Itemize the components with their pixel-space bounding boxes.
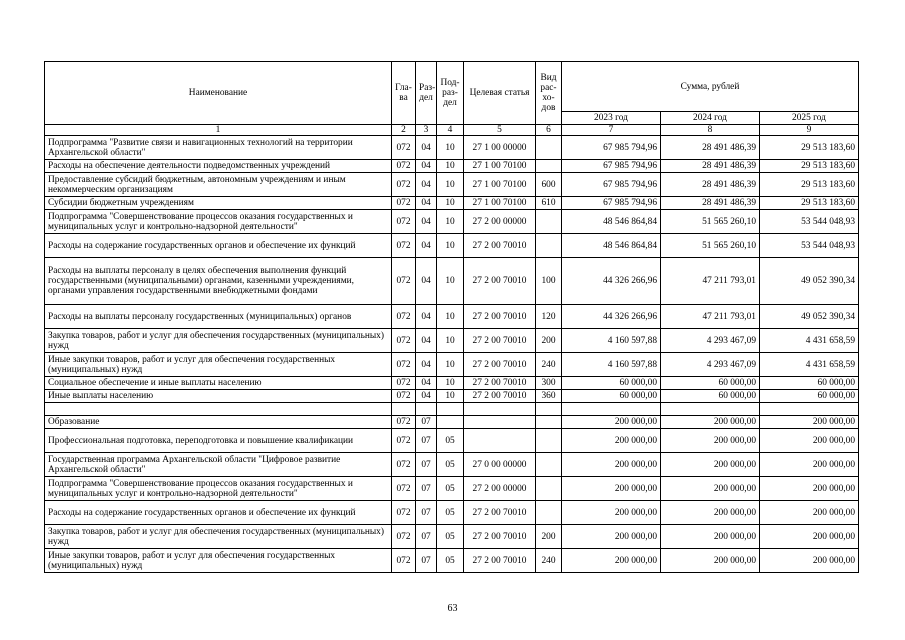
row-name: Образование (45, 416, 392, 429)
row-sum-2025: 29 513 183,60 (760, 173, 859, 197)
row-vid: 200 (536, 525, 562, 549)
row-sum-2023: 60 000,00 (562, 377, 661, 390)
page-number: 63 (447, 603, 458, 614)
row-sum-2025: 29 513 183,60 (760, 160, 859, 173)
row-sum-2024: 28 491 486,39 (661, 197, 760, 210)
row-vid (536, 160, 562, 173)
index-cell: 8 (661, 125, 760, 136)
row-sum-2024: 28 491 486,39 (661, 160, 760, 173)
row-sum-2023: 200 000,00 (562, 453, 661, 477)
row-target: 27 2 00 70010 (464, 525, 536, 549)
row-glava: 072 (392, 197, 416, 210)
header-podrazdel: Под-раз-дел (437, 62, 464, 125)
row-razdel: 07 (416, 429, 437, 453)
row-glava: 072 (392, 525, 416, 549)
index-cell: 5 (464, 125, 536, 136)
table-body (45, 136, 859, 573)
row-sum-2024: 200 000,00 (661, 477, 760, 501)
row-vid: 100 (536, 258, 562, 305)
row-target: 27 2 00 70010 (464, 501, 536, 525)
row-vid: 200 (536, 329, 562, 353)
table-row (45, 173, 859, 197)
row-target: 27 2 00 70010 (464, 390, 536, 403)
row-razdel: 07 (416, 453, 437, 477)
row-name (45, 403, 392, 416)
row-vid: 240 (536, 549, 562, 573)
row-vid (536, 477, 562, 501)
table-row (45, 501, 859, 525)
row-sum-2024: 200 000,00 (661, 525, 760, 549)
table-row (45, 453, 859, 477)
row-sum-2023: 200 000,00 (562, 477, 661, 501)
row-target: 27 2 00 70010 (464, 549, 536, 573)
row-glava: 072 (392, 173, 416, 197)
row-name: Предоставление субсидий бюджетным, автономным учреждениям и иным некоммерческим организациям (45, 173, 392, 197)
row-target: 27 2 00 70010 (464, 377, 536, 390)
row-target (464, 403, 536, 416)
row-podrazdel: 10 (437, 160, 464, 173)
row-name: Государственная программа Архангельской области "Цифровое развитие Архангельской области" (45, 453, 392, 477)
row-razdel: 04 (416, 390, 437, 403)
table-row (45, 377, 859, 390)
row-glava: 072 (392, 501, 416, 525)
row-vid: 600 (536, 173, 562, 197)
row-sum-2023: 200 000,00 (562, 525, 661, 549)
row-sum-2023: 67 985 794,96 (562, 136, 661, 160)
row-sum-2023: 67 985 794,96 (562, 173, 661, 197)
table-row (45, 305, 859, 329)
table-row (45, 258, 859, 305)
row-sum-2024: 200 000,00 (661, 453, 760, 477)
row-sum-2025: 200 000,00 (760, 429, 859, 453)
row-sum-2025: 53 544 048,93 (760, 210, 859, 234)
row-sum-2025: 200 000,00 (760, 477, 859, 501)
row-razdel: 04 (416, 210, 437, 234)
index-cell: 3 (416, 125, 437, 136)
row-razdel: 04 (416, 197, 437, 210)
row-podrazdel: 05 (437, 453, 464, 477)
row-razdel (416, 403, 437, 416)
row-target: 27 2 00 70010 (464, 353, 536, 377)
row-sum-2025: 29 513 183,60 (760, 136, 859, 160)
row-glava: 072 (392, 416, 416, 429)
row-razdel: 04 (416, 353, 437, 377)
row-sum-2024: 51 565 260,10 (661, 210, 760, 234)
index-cell: 2 (392, 125, 416, 136)
row-name: Расходы на выплаты персоналу государственных (муниципальных) органов (45, 305, 392, 329)
row-glava (392, 403, 416, 416)
row-podrazdel: 05 (437, 501, 464, 525)
table-row (45, 136, 859, 160)
row-glava: 072 (392, 353, 416, 377)
budget-table (44, 61, 859, 573)
row-podrazdel: 10 (437, 353, 464, 377)
row-vid (536, 210, 562, 234)
header-name: Наименование (45, 62, 392, 125)
row-vid (536, 416, 562, 429)
row-sum-2025: 49 052 390,34 (760, 258, 859, 305)
row-glava: 072 (392, 477, 416, 501)
index-cell: 4 (437, 125, 464, 136)
row-razdel: 04 (416, 234, 437, 258)
row-razdel: 04 (416, 160, 437, 173)
row-sum-2024: 51 565 260,10 (661, 234, 760, 258)
row-sum-2023: 200 000,00 (562, 416, 661, 429)
row-sum-2025: 29 513 183,60 (760, 197, 859, 210)
row-podrazdel: 05 (437, 429, 464, 453)
table-row (45, 234, 859, 258)
row-vid: 360 (536, 390, 562, 403)
row-vid (536, 501, 562, 525)
row-name: Иные выплаты населению (45, 390, 392, 403)
row-glava: 072 (392, 429, 416, 453)
row-sum-2025: 60 000,00 (760, 390, 859, 403)
row-sum-2025: 200 000,00 (760, 416, 859, 429)
row-podrazdel (437, 416, 464, 429)
row-glava: 072 (392, 234, 416, 258)
row-target: 27 2 00 00000 (464, 210, 536, 234)
row-glava: 072 (392, 377, 416, 390)
row-name: Социальное обеспечение и иные выплаты населению (45, 377, 392, 390)
row-target: 27 0 00 00000 (464, 453, 536, 477)
row-target: 27 1 00 00000 (464, 136, 536, 160)
row-razdel: 04 (416, 377, 437, 390)
row-glava: 072 (392, 305, 416, 329)
table-row (45, 197, 859, 210)
table-row (45, 549, 859, 573)
header-sum: Сумма, рублей (562, 62, 859, 112)
row-name: Расходы на обеспечение деятельности подведомственных учреждений (45, 160, 392, 173)
row-sum-2023: 4 160 597,88 (562, 329, 661, 353)
row-razdel: 07 (416, 501, 437, 525)
row-podrazdel: 10 (437, 305, 464, 329)
row-vid (536, 453, 562, 477)
row-podrazdel: 10 (437, 377, 464, 390)
row-sum-2024 (661, 403, 760, 416)
row-target: 27 1 00 70100 (464, 197, 536, 210)
row-sum-2023: 67 985 794,96 (562, 160, 661, 173)
row-podrazdel: 10 (437, 234, 464, 258)
row-target: 27 2 00 00000 (464, 477, 536, 501)
row-sum-2023: 67 985 794,96 (562, 197, 661, 210)
row-glava: 072 (392, 329, 416, 353)
row-sum-2023: 60 000,00 (562, 390, 661, 403)
row-name: Расходы на содержание государственных органов и обеспечение их функций (45, 234, 392, 258)
row-vid: 610 (536, 197, 562, 210)
row-target: 27 2 00 70010 (464, 234, 536, 258)
row-sum-2023: 200 000,00 (562, 429, 661, 453)
row-glava: 072 (392, 160, 416, 173)
row-name: Подпрограмма "Совершенствование процессов оказания государственных и муниципальных услуг и контрольно-надзорной деятельности" (45, 477, 392, 501)
row-name: Закупка товаров, работ и услуг для обеспечения государственных (муниципальных) нужд (45, 329, 392, 353)
row-sum-2023 (562, 403, 661, 416)
row-sum-2024: 28 491 486,39 (661, 173, 760, 197)
index-cell: 6 (536, 125, 562, 136)
row-name: Закупка товаров, работ и услуг для обеспечения государственных (муниципальных) нужд (45, 525, 392, 549)
row-sum-2025: 53 544 048,93 (760, 234, 859, 258)
row-razdel: 07 (416, 477, 437, 501)
row-sum-2025: 4 431 658,59 (760, 353, 859, 377)
row-podrazdel (437, 403, 464, 416)
row-sum-2023: 44 326 266,96 (562, 258, 661, 305)
row-sum-2025: 200 000,00 (760, 525, 859, 549)
row-vid (536, 403, 562, 416)
row-sum-2025: 60 000,00 (760, 377, 859, 390)
row-razdel: 04 (416, 173, 437, 197)
row-vid: 120 (536, 305, 562, 329)
row-razdel: 07 (416, 525, 437, 549)
row-podrazdel: 10 (437, 197, 464, 210)
row-razdel: 07 (416, 416, 437, 429)
index-cell: 7 (562, 125, 661, 136)
header-year-2025: 2025 год (760, 112, 859, 125)
row-vid (536, 429, 562, 453)
row-sum-2025: 200 000,00 (760, 501, 859, 525)
row-sum-2024: 4 293 467,09 (661, 329, 760, 353)
row-name: Подпрограмма "Развитие связи и навигационных технологий на территории Архангельской области" (45, 136, 392, 160)
row-podrazdel: 10 (437, 210, 464, 234)
row-sum-2023: 48 546 864,84 (562, 234, 661, 258)
row-sum-2023: 200 000,00 (562, 501, 661, 525)
row-razdel: 04 (416, 136, 437, 160)
row-target: 27 2 00 70010 (464, 305, 536, 329)
row-name: Иные закупки товаров, работ и услуг для обеспечения государственных (муниципальных) нужд (45, 549, 392, 573)
row-sum-2024: 60 000,00 (661, 377, 760, 390)
row-sum-2024: 47 211 793,01 (661, 305, 760, 329)
row-sum-2025: 4 431 658,59 (760, 329, 859, 353)
table-row (45, 416, 859, 429)
row-sum-2023: 44 326 266,96 (562, 305, 661, 329)
header-vid: Вид рас-хо-дов (536, 62, 562, 125)
row-podrazdel: 10 (437, 258, 464, 305)
row-vid (536, 234, 562, 258)
row-podrazdel: 05 (437, 549, 464, 573)
row-sum-2024: 200 000,00 (661, 416, 760, 429)
row-vid: 240 (536, 353, 562, 377)
table-row (45, 353, 859, 377)
row-name: Расходы на выплаты персоналу в целях обеспечения выполнения функций государственными (муниципальными) органами, казенными учреждениями, органами управления государственными внебюджетными фондами (45, 258, 392, 305)
row-name: Расходы на содержание государственных органов и обеспечение их функций (45, 501, 392, 525)
row-target: 27 1 00 70100 (464, 173, 536, 197)
table-row (45, 329, 859, 353)
row-podrazdel: 05 (437, 477, 464, 501)
row-sum-2023: 48 546 864,84 (562, 210, 661, 234)
row-vid: 300 (536, 377, 562, 390)
table-row (45, 390, 859, 403)
row-glava: 072 (392, 136, 416, 160)
table-row (45, 160, 859, 173)
table-row (45, 210, 859, 234)
header-year-2024: 2024 год (661, 112, 760, 125)
row-razdel: 07 (416, 549, 437, 573)
empty-row (45, 403, 859, 416)
row-glava: 072 (392, 390, 416, 403)
row-target: 27 2 00 70010 (464, 258, 536, 305)
row-podrazdel: 10 (437, 136, 464, 160)
row-glava: 072 (392, 549, 416, 573)
header-target: Целевая статья (464, 62, 536, 125)
header-razdel: Раз-дел (416, 62, 437, 125)
row-podrazdel: 10 (437, 390, 464, 403)
row-name: Подпрограмма "Совершенствование процессов оказания государственных и муниципальных услуг и контрольно-надзорной деятельности" (45, 210, 392, 234)
row-target (464, 429, 536, 453)
row-target: 27 2 00 70010 (464, 329, 536, 353)
row-sum-2024: 28 491 486,39 (661, 136, 760, 160)
row-podrazdel: 05 (437, 525, 464, 549)
table-row (45, 525, 859, 549)
row-sum-2024: 60 000,00 (661, 390, 760, 403)
row-razdel: 04 (416, 305, 437, 329)
row-sum-2024: 47 211 793,01 (661, 258, 760, 305)
table-row (45, 477, 859, 501)
row-razdel: 04 (416, 258, 437, 305)
row-sum-2024: 200 000,00 (661, 501, 760, 525)
row-sum-2024: 200 000,00 (661, 429, 760, 453)
row-name: Иные закупки товаров, работ и услуг для обеспечения государственных (муниципальных) нужд (45, 353, 392, 377)
row-podrazdel: 10 (437, 329, 464, 353)
row-sum-2024: 200 000,00 (661, 549, 760, 573)
row-sum-2023: 4 160 597,88 (562, 353, 661, 377)
row-glava: 072 (392, 258, 416, 305)
row-vid (536, 136, 562, 160)
header-glava: Гла-ва (392, 62, 416, 125)
row-sum-2024: 4 293 467,09 (661, 353, 760, 377)
row-sum-2023: 200 000,00 (562, 549, 661, 573)
row-glava: 072 (392, 210, 416, 234)
header-year-2023: 2023 год (562, 112, 661, 125)
row-glava: 072 (392, 453, 416, 477)
index-cell: 9 (760, 125, 859, 136)
row-sum-2025: 49 052 390,34 (760, 305, 859, 329)
row-sum-2025 (760, 403, 859, 416)
row-target: 27 1 00 70100 (464, 160, 536, 173)
row-name: Профессиональная подготовка, переподготовка и повышение квалификации (45, 429, 392, 453)
row-razdel: 04 (416, 329, 437, 353)
row-podrazdel: 10 (437, 173, 464, 197)
row-sum-2025: 200 000,00 (760, 549, 859, 573)
index-cell: 1 (45, 125, 392, 136)
row-sum-2025: 200 000,00 (760, 453, 859, 477)
table-row (45, 429, 859, 453)
row-name: Субсидии бюджетным учреждениям (45, 197, 392, 210)
row-target (464, 416, 536, 429)
